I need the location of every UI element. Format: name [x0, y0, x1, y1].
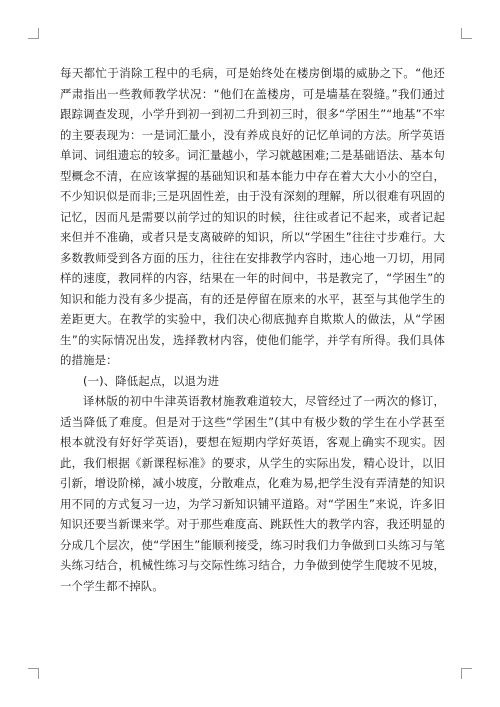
body-paragraph-indented: 译林版的初中牛津英语教材施教难道较大，尽管经过了一两次的修订，适当降低了难度。但是对于这些“学困生”(其中有极少数的学生在小学甚至根本就没有好好学英语)，要想在短期内学好英语，客观上确实不现实。因此，我们根据《新课程标准》的要求，从学生的实际出发，精心设计，以旧引新，增设阶梯，减小坡度，分散难点，化难为易,把学生没有弄清楚的知识用不同的方式复习一边，为学习新知识铺平道路。对“学困生”来说，许多旧知识还要当新课来学。对于那些难度高、跳跃性大的教学内容，我还明显的分成几个层次，使“学困生”能顺利接受，练习时我们力争做到口头练习与笔头练习结合，机械性练习与交际性练习结合，力争做到使学生爬坡不见坡，一个学生都不掉队。 — [60, 394, 445, 593]
crop-mark-top-left — [28, 28, 39, 39]
crop-mark-bottom-right — [461, 668, 472, 679]
crop-mark-bottom-left — [28, 668, 39, 679]
document-body — [60, 63, 445, 596]
crop-mark-top-right — [461, 28, 472, 39]
section-heading: (一)、降低起点，以退为进 — [83, 373, 220, 388]
body-paragraph: 每天都忙于消除工程中的毛病，可是始终处在楼房倒塌的威胁之下。“他还严肃指出一些教师教学状况：“他们在盖楼房，可是墙基在裂缝。”我们通过跟踪调查发现，小学升到初一到初二升到初三时，很多“学困生”“地基”不牢的主要表现为：一是词汇量小，没有养成良好的记忆单词的方法。所学英语单词、词组遗忘的较多。词汇量越小，学习就越困难;二是基础语法、基本句型概念不清，在应该掌握的基础知识和基本能力中存在着大大小小的空白，不少知识似是而非;三是巩固性差，由于没有深刻的理解，所以很难有巩固的记忆，因而凡是需要以前学过的知识的时候，往往或者记不起来，或者记起来但并不准确，或者只是支离破碎的知识，所以“学困生”往往寸步难行。大多数教师受到各方面的压力，往往在安排教学内容时，违心地一刀切，用同样的速度，教同样的内容，结果在一年的时间中，书是教完了，“学困生”的知识和能力没有多少提高，有的还是停留在原来的水平，甚至与其他学生的差距更大。在教学的实验中，我们决心彻底抛弃自欺欺人的做法，从“学困生”的实际情况出发，选择教材内容，使他们能学，并学有所得。我们具体的措施是： — [60, 66, 445, 367]
